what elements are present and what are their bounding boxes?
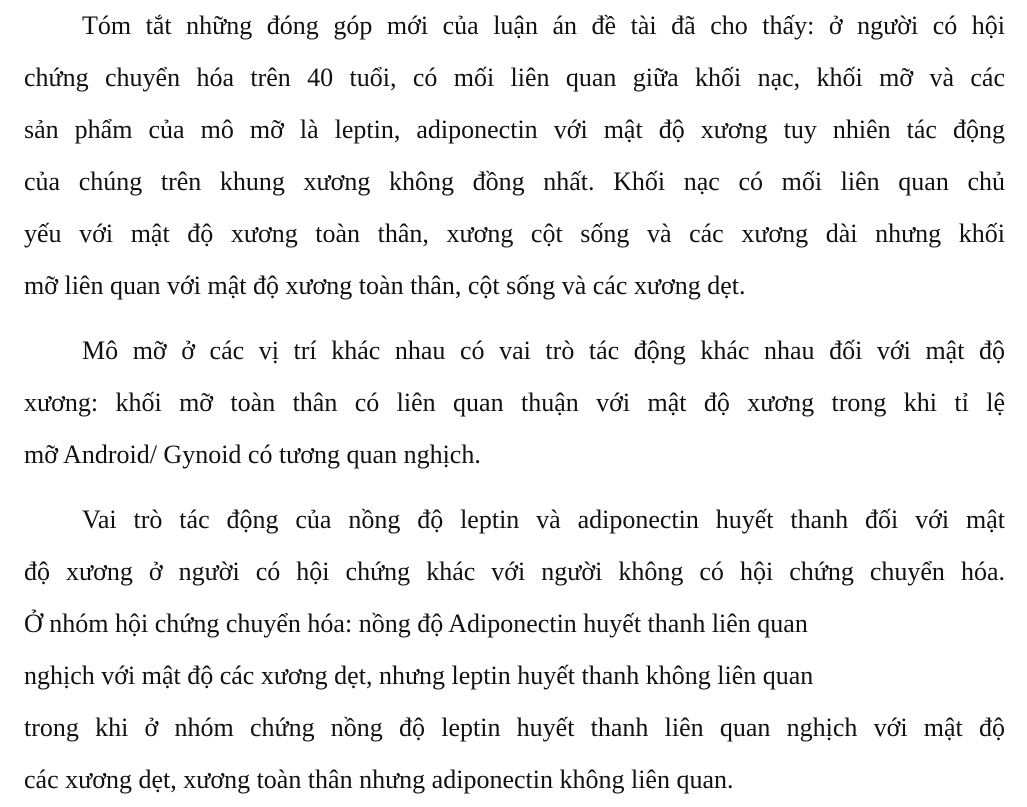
- paragraph-line: Tóm tắt những đóng góp mới của luận án đề tài đã cho thấy: ở người có hội: [82, 11, 1005, 40]
- paragraph-line: chứng chuyển hóa trên 40 tuổi, có mối liên quan giữa khối nạc, khối mỡ và các: [24, 63, 1005, 92]
- paragraph-line: các xương dẹt, xương toàn thân nhưng adiponectin không liên quan.: [24, 765, 734, 794]
- paragraph-line: yếu với mật độ xương toàn thân, xương cột sống và các xương dài nhưng khối: [24, 219, 1005, 248]
- paragraph-line: sản phẩm của mô mỡ là leptin, adiponectin với mật độ xương tuy nhiên tác động: [24, 115, 1005, 144]
- paragraph-line: nghịch với mật độ các xương dẹt, nhưng leptin huyết thanh không liên quan: [24, 661, 814, 690]
- paragraph-line: mỡ liên quan với mật độ xương toàn thân, cột sống và các xương dẹt.: [24, 271, 746, 300]
- paragraph-line: trong khi ở nhóm chứng nồng độ leptin huyết thanh liên quan nghịch với mật độ: [24, 713, 1005, 742]
- paragraph-line: Ở nhóm hội chứng chuyển hóa: nồng độ Adiponectin huyết thanh liên quan: [24, 609, 808, 638]
- paragraph-line: xương: khối mỡ toàn thân có liên quan thuận với mật độ xương trong khi tỉ lệ: [24, 388, 1005, 417]
- paragraph-line: mỡ Android/ Gynoid có tương quan nghịch.: [24, 440, 481, 469]
- paragraph-line: Mô mỡ ở các vị trí khác nhau có vai trò tác động khác nhau đối với mật độ: [82, 336, 1005, 365]
- paragraph-line: độ xương ở người có hội chứng khác với người không có hội chứng chuyển hóa.: [24, 557, 1005, 586]
- paragraph-line: của chúng trên khung xương không đồng nhất. Khối nạc có mối liên quan chủ: [24, 167, 1005, 196]
- paragraph-line: Vai trò tác động của nồng độ leptin và adiponectin huyết thanh đối với mật: [82, 505, 1005, 534]
